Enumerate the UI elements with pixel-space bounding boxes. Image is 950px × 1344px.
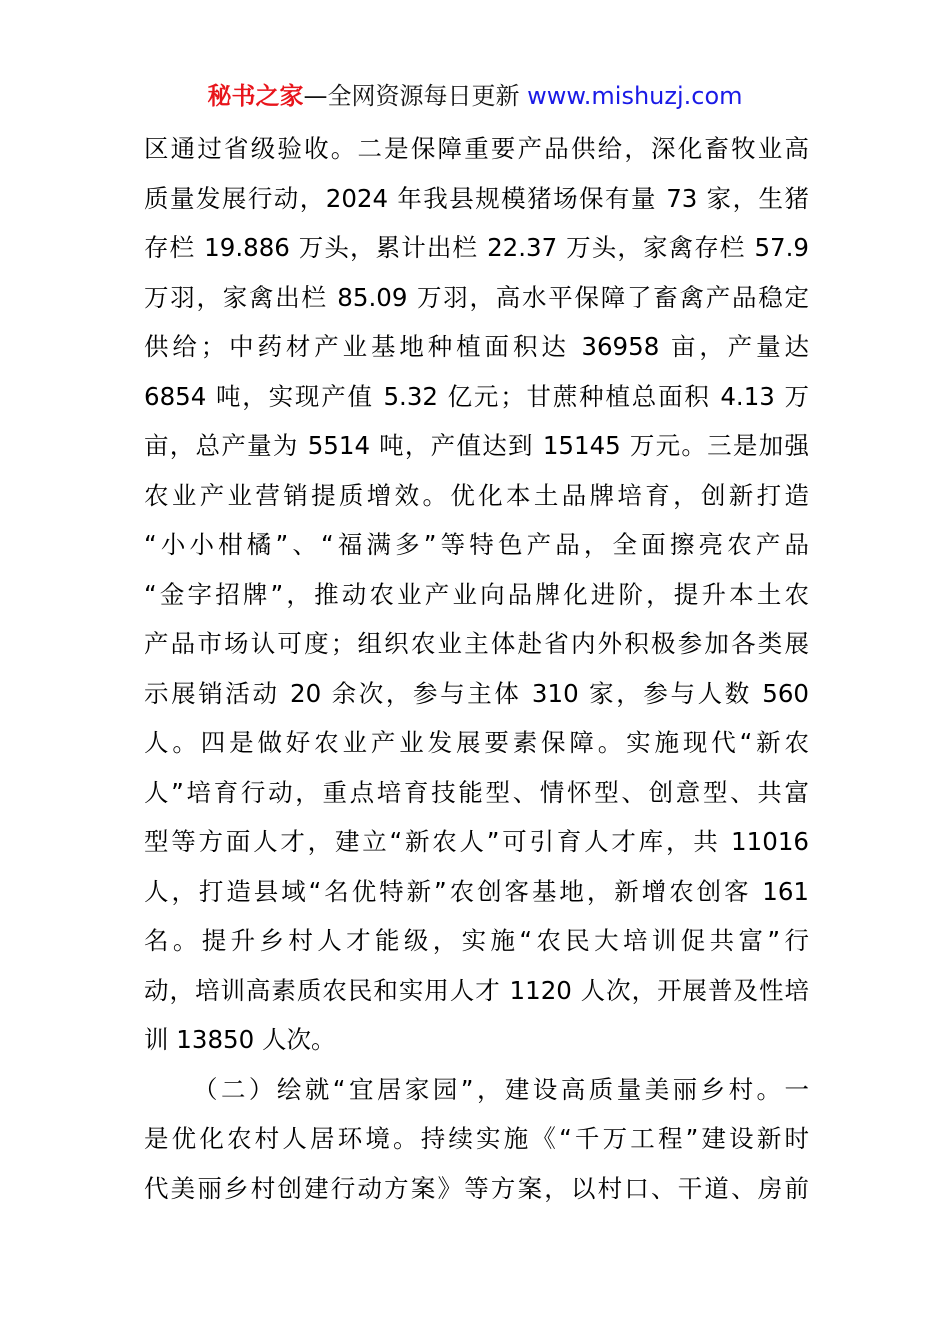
text-line: 人，打造县域“名优特新”农创客基地，新增农创客 161 <box>144 876 809 906</box>
section-heading-line: （二）绘就“宜居家园”，建设高质量美丽乡村。一 <box>193 1074 809 1104</box>
document-body <box>144 124 809 1213</box>
text-line: 供给；中药材产业基地种植面积达 36958 亩，产量达 <box>144 332 809 361</box>
text-line: 区通过省级验收。二是保障重要产品供给，深化畜牧业高 <box>144 134 809 163</box>
text-line: 农业产业营销提质增效。优化本土品牌培育，创新打造 <box>144 480 809 510</box>
text-line: 是优化农村人居环境。持续实施《“千万工程”建设新时 <box>144 1124 809 1153</box>
text-line: 质量发展行动，2024 年我县规模猪场保有量 73 家，生猪 <box>144 183 809 213</box>
text-line: 6854 吨，实现产值 5.32 亿元；甘蔗种植总面积 4.13 万 <box>144 381 809 411</box>
text-line: 人”培育行动，重点培育技能型、情怀型、创意型、共富 <box>144 777 809 807</box>
text-line: 示展销活动 20 余次，参与主体 310 家，参与人数 560 <box>144 678 809 708</box>
text-line: 代美丽乡村创建行动方案》等方案，以村口、干道、房前 <box>144 1173 809 1203</box>
text-line: “小小柑橘”、“福满多”等特色产品，全面擦亮农产品 <box>144 530 809 559</box>
text-line: 亩，总产量为 5514 吨，产值达到 15145 万元。三是加强 <box>144 431 809 460</box>
text-line: 人。四是做好农业产业发展要素保障。实施现代“新农 <box>144 728 809 757</box>
text-line: 型等方面人才，建立“新农人”可引育人才库，共 11016 <box>144 827 809 856</box>
text-line: 名。提升乡村人才能级，实施“农民大培训促共富”行 <box>144 926 809 955</box>
text-line: 训 13850 人次。 <box>144 1025 336 1054</box>
text-line: “金字招牌”，推动农业产业向品牌化进阶，提升本土农 <box>144 579 809 609</box>
site-url-link[interactable]: www.mishuzj.com <box>527 82 743 110</box>
text-line: 动，培训高素质农民和实用人才 1120 人次，开展普及性培 <box>144 975 809 1005</box>
text-line: 存栏 19.886 万头，累计出栏 22.37 万头，家禽存栏 57.9 <box>144 233 809 262</box>
header-tagline: —全网资源每日更新 <box>303 82 520 110</box>
page-header <box>0 80 950 112</box>
brand-name: 秘书之家 <box>207 82 304 110</box>
text-line: 万羽，家禽出栏 85.09 万羽，高水平保障了畜禽产品稳定 <box>144 282 809 312</box>
text-line: 产品市场认可度；组织农业主体赴省内外积极参加各类展 <box>144 629 809 658</box>
